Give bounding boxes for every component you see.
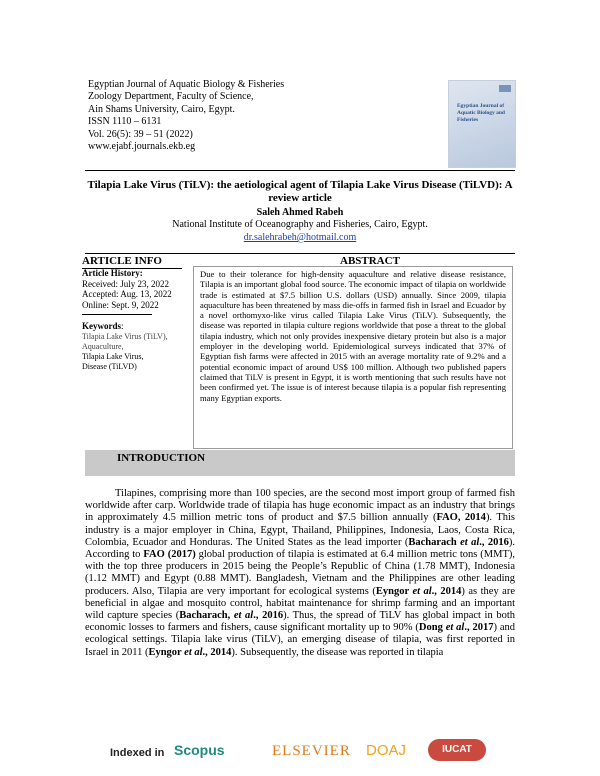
- abstract-heading: ABSTRACT: [340, 255, 400, 267]
- journal-cover-image: [448, 80, 516, 168]
- indexed-in-label: Indexed in: [110, 747, 165, 759]
- author-name: Saleh Ahmed Rabeh: [256, 207, 344, 218]
- journal-name: Egyptian Journal of Aquatic Biology & Fisheries: [88, 79, 285, 90]
- citation: Eyngor: [148, 646, 185, 658]
- body-text: Tilapines, comprising more than 100 species, are the second most import group of farmed fish worldwide after carp. Worldwide trade of tilapia has huge economic impact as an industry that brings in approximately 4.5 million metric tons of product and $7.5 billion annually (: [85, 488, 515, 524]
- university: Ain Shams University, Cairo, Egypt.: [88, 103, 235, 115]
- cover-text: Egyptian Journal of Aquatic Biology and Fisheries: [457, 103, 505, 123]
- abstract-box: [193, 266, 513, 449]
- indexing-footer: [0, 735, 600, 769]
- department: Zoology Department, Faculty of Science,: [88, 91, 254, 103]
- citation: ., 2016: [479, 536, 509, 548]
- citation-etal: et al: [184, 646, 203, 658]
- citation: Bacharach,: [179, 610, 234, 622]
- body-text: ) as they are beneficial in algae and mosquito control, habitat maintenance for shrimp farming and an important wild capture species (: [85, 585, 515, 622]
- online-date: Online: Sept. 9, 2022: [82, 299, 159, 310]
- info-separator: [82, 314, 152, 315]
- citation-etal: et al: [412, 585, 432, 597]
- introduction-heading: INTRODUCTION: [117, 452, 206, 464]
- header-divider: [85, 170, 515, 171]
- citation: FAO, 2014: [436, 512, 486, 524]
- body-text: ). Thus, the spread of TiLV has global impact in both economic losses to farmers and fishers, cause significant mortality up to 90% (: [85, 610, 515, 634]
- citation: ., 2014: [202, 646, 232, 658]
- keyword-3: Tilapia Lake Virus,: [82, 351, 144, 361]
- section-divider: [85, 253, 515, 254]
- abstract-text: Due to their tolerance for high-density aquaculture and relative disease resistance, Tilapia is an important global food source. The economic impact of tilapia on worldwide trade is estimated at $7.5 billion U.S. dollars (USD) annually. Since 2009, tilapia aquaculture has been threatened by mass die-offs in farmed fish in Israel and Ecuador by a novel orthomyxo-like virus called Tilapia Lake Virus (TiLV). Subsequently, the disease was reported in tilapia culture regions worldwide that pose a threat to the global tilapia industry, which not only provides inexpensive dietary protein but also is a major employer in the developing world. Epidemiological surveys indicated that 37% of Egyptian fish farms were affected in 2015 with an average mortality rate of 9.2% and a potential economic impact of around US$ 100 million. Although two published papers claimed that TiLV is present in Egypt, it is worth mentioning that such results have not been confirmed yet. The issue is of interest because tilapia is a popular fish representing many Egyptian exports.: [200, 269, 506, 403]
- accepted-date: Accepted: Aug. 13, 2022: [82, 289, 172, 300]
- body-text: ) and ecological settings. Tilapia lake virus (TiLV), an emerging disease of tilapia, was first reported in Israel in 2011 (: [85, 622, 515, 658]
- citation: Bacharach: [408, 536, 461, 548]
- journal-header: [88, 79, 284, 153]
- body-text: ). According to: [85, 536, 516, 561]
- keywords-label: Keywords: [82, 321, 121, 332]
- keyword-1: Tilapia Lake Virus (TiLV),: [82, 331, 168, 341]
- keywords-block: Keywords:: [82, 321, 124, 332]
- article-info: [82, 268, 192, 372]
- received-date: Received: July 23, 2022: [82, 278, 169, 289]
- body-text: ). This industry is a major employer in China, Egypt, Thailand, Philippines, Indonesia, Laos, Costa Rica, Colombia, Ecuador and Honduras. The United States as the lead importer (: [85, 512, 515, 548]
- citation: ., 2016: [253, 610, 284, 622]
- citation-etal: et al: [445, 622, 465, 634]
- citation: Eyngor: [375, 585, 413, 597]
- scopus-logo-icon: [173, 738, 225, 762]
- elsevier-logo: ELSEVIER: [272, 743, 351, 759]
- citation-etal: et al: [233, 610, 254, 622]
- cover-badge: [499, 85, 511, 92]
- citation: ., 2017: [464, 622, 494, 634]
- article-info-heading: ARTICLE INFO: [82, 255, 162, 267]
- citation: ., 2014: [431, 585, 462, 597]
- keyword-4: Disease (TiLVD): [82, 361, 137, 371]
- article-title: Tilapia Lake Virus (TiLV): the aetiological agent of Tilapia Lake Virus Disease (TiLVD): A review article: [87, 179, 513, 204]
- body-paragraph: [85, 488, 515, 659]
- scopus-text: Scopus: [174, 742, 225, 758]
- website[interactable]: www.ejabf.journals.ekb.eg: [88, 141, 196, 153]
- keyword-2: Aquaculture,: [82, 341, 124, 351]
- volume: Vol. 26(5): 39 – 51 (2022): [88, 128, 193, 140]
- history-label: Article History:: [82, 268, 143, 278]
- issn: ISSN 1110 – 6131: [88, 116, 162, 128]
- author-email-link[interactable]: dr.salehrabeh@hotmail.com: [243, 232, 357, 243]
- citation: Dong: [418, 622, 446, 634]
- introduction-bar: [85, 450, 515, 476]
- body-text: global production of tilapia is estimated at 6.4 million metric tons (MMT), with the top three producers in 2015 being the People’s Republic of China (1.78 MMT), Indonesia (1.12 MMT) and Egypt (0.88 MMT). Bangladesh, Vietnam and the Philippines are other leading producers. Also, Tilapia are very important for ecological systems (: [85, 549, 515, 597]
- iucat-logo: IUCAT: [428, 739, 486, 761]
- citation: FAO (2017): [143, 549, 196, 561]
- citation-etal: et al: [460, 536, 480, 548]
- doaj-logo: DOAJ: [366, 742, 407, 759]
- body-text: ). Subsequently, the disease was reported in tilapia: [231, 646, 444, 658]
- affiliation: National Institute of Oceanography and Fisheries, Cairo, Egypt.: [172, 219, 428, 230]
